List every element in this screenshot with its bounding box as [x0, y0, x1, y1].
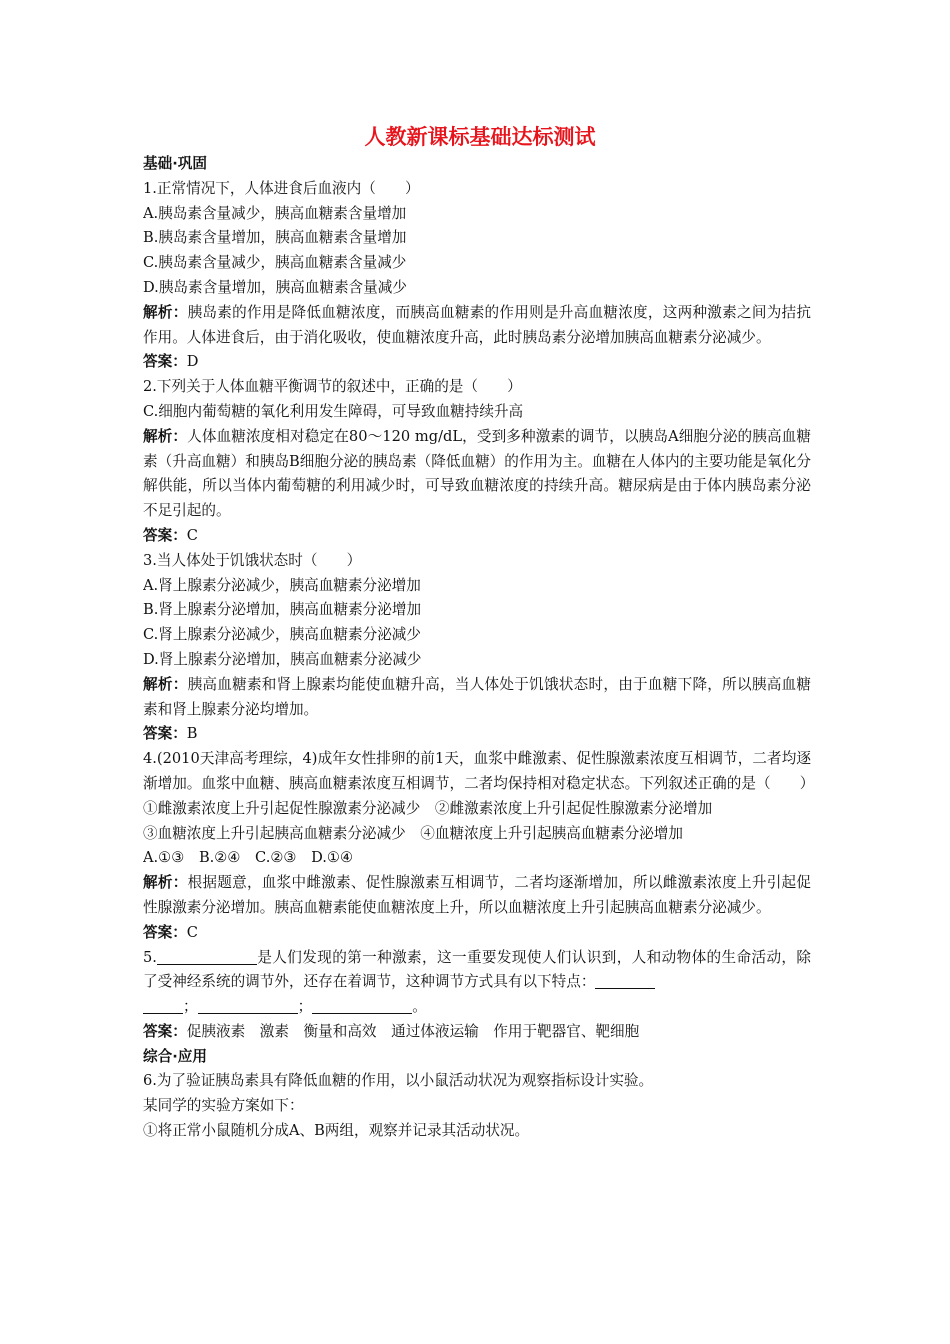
period: 。: [412, 998, 427, 1016]
analysis-label: 解析：: [143, 427, 188, 445]
question-6-stem: 6.为了验证胰岛素具有降低血糖的作用，以小鼠活动状况为观察指标设计实验。: [143, 1072, 654, 1090]
separator: ；: [183, 998, 198, 1016]
question-4-item-row-2: ③血糖浓度上升引起胰高血糖素分泌减少 ④血糖浓度上升引起胰高血糖素分泌增加: [143, 824, 683, 842]
answer-label: 答案：: [143, 526, 187, 544]
question-3-answer: [143, 722, 811, 747]
question-5-number: 5.: [143, 948, 157, 966]
question-1-option-a: A.胰岛素含量减少，胰高血糖素含量增加: [143, 204, 407, 222]
analysis-label: 解析：: [143, 874, 188, 892]
answer-value: B: [186, 725, 198, 743]
question-3-option-b: B.肾上腺素分泌增加，胰高血糖素分泌增加: [143, 601, 422, 619]
question-4-choices: A.①③ B.②④ C.②③ D.①④: [143, 849, 354, 867]
analysis-text: 人体血糖浓度相对稳定在80～120 mg/dL，受到多种激素的调节，以胰岛A细胞分泌的胰高血糖素（升高血糖）和胰岛B细胞分泌的胰岛素（降低血糖）的作用为主。血糖在人体内的主要功能是氧化分解供能，所以当体内葡萄糖的利用减少时，可导致血糖浓度的持续升高。糖尿病是由于体内胰岛素分泌不足引起的。: [143, 427, 811, 520]
analysis-label: 解析：: [143, 303, 188, 321]
question-4-item-row-1: ①雌激素浓度上升引起促性腺激素分泌减少 ②雌激素浓度上升引起促性腺激素分泌增加: [143, 799, 713, 817]
analysis-text: 胰高血糖素和肾上腺素均能使血糖升高，当人体处于饥饿状态时，由于血糖下降，所以胰高血糖素和肾上腺素分泌均增加。: [143, 675, 811, 718]
question-1-stem: 1.正常情况下，人体进食后血液内（ ）: [143, 179, 420, 197]
question-3-option-c: C.肾上腺素分泌减少，胰高血糖素分泌减少: [143, 626, 421, 644]
question-3-analysis: [143, 673, 811, 723]
analysis-label: 解析：: [143, 675, 188, 693]
analysis-text: 胰岛素的作用是降低血糖浓度，而胰高血糖素的作用则是升高血糖浓度，这两种激素之间为拮抗作用。人体进食后，由于消化吸收，使血糖浓度升高，此时胰岛素分泌增加胰高血糖素分泌减少。: [143, 303, 811, 346]
analysis-text: 根据题意，血浆中雌激素、促性腺激素互相调节，二者均逐渐增加，所以雌激素浓度上升引起促性腺激素分泌增加。胰高血糖素能使血糖浓度上升，所以血糖浓度上升引起胰高血糖素分泌减少。: [143, 874, 811, 916]
question-5-answer: [143, 1020, 811, 1045]
question-1-analysis: [143, 301, 811, 351]
fill-blank[interactable]: [595, 972, 655, 989]
question-5-stem: [143, 946, 811, 1020]
question-6-line-3: ①将正常小鼠随机分成A、B两组，观察并记录其活动状况。: [143, 1122, 530, 1140]
answer-label: 答案：: [143, 725, 187, 743]
answer-value: C: [186, 923, 198, 941]
answer-label: 答案：: [143, 1022, 187, 1040]
section-heading-basic: 基础·巩固: [143, 155, 207, 172]
question-2-stem: 2.下列关于人体血糖平衡调节的叙述中，正确的是（ ）: [143, 378, 522, 396]
answer-label: 答案：: [143, 353, 187, 371]
question-2-analysis: [143, 425, 811, 524]
separator: ；: [297, 998, 313, 1016]
answer-label: 答案：: [143, 923, 187, 941]
page-title: 人教新课标基础达标测试: [364, 125, 596, 149]
fill-blank[interactable]: [157, 948, 257, 965]
question-4-analysis: [143, 871, 811, 921]
question-2-answer: [143, 524, 811, 549]
question-2-option-c: C.细胞内葡萄糖的氧化利用发生障碍，可导致血糖持续升高: [143, 402, 524, 420]
question-1-answer: [143, 350, 811, 375]
fill-blank[interactable]: [198, 997, 298, 1014]
question-5-text: 是人们发现的第一种激素，这一重要发现使人们认识到，人和动物体的生命活动，除了受神经系统的调节外，还存在着调节，这种调节方式具有以下特点：: [143, 948, 811, 991]
section-heading-application: 综合·应用: [143, 1047, 207, 1065]
answer-value: D: [186, 353, 199, 371]
question-6-line-2: 某同学的实验方案如下：: [143, 1097, 304, 1115]
document-page: [143, 122, 815, 1144]
question-1-option-b: B.胰岛素含量增加，胰高血糖素含量增加: [143, 229, 407, 247]
fill-blank[interactable]: [143, 997, 183, 1014]
question-1-option-c: C.胰岛素含量减少，胰高血糖素含量减少: [143, 254, 407, 272]
fill-blank[interactable]: [312, 997, 412, 1014]
question-3-stem: 3.当人体处于饥饿状态时（ ）: [143, 551, 362, 569]
answer-value: 促胰液素 激素 衡量和高效 通过体液运输 作用于靶器官、靶细胞: [186, 1022, 640, 1040]
question-4-answer: [143, 921, 811, 946]
question-4-stem: 4.(2010天津高考理综，4)成年女性排卵的前1天，血浆中雌激素、促性腺激素浓度互相调节，二者均逐渐增加。血浆中血糖、胰高血糖素浓度互相调节，二者均保持相对稳定状态。下列叙述正确的是（ ）: [143, 750, 815, 792]
question-3-option-d: D.肾上腺素分泌增加，胰高血糖素分泌减少: [143, 650, 422, 668]
question-3-option-a: A.肾上腺素分泌减少，胰高血糖素分泌增加: [143, 576, 421, 594]
question-1-option-d: D.胰岛素含量增加，胰高血糖素含量减少: [143, 278, 407, 296]
answer-value: C: [186, 526, 198, 544]
